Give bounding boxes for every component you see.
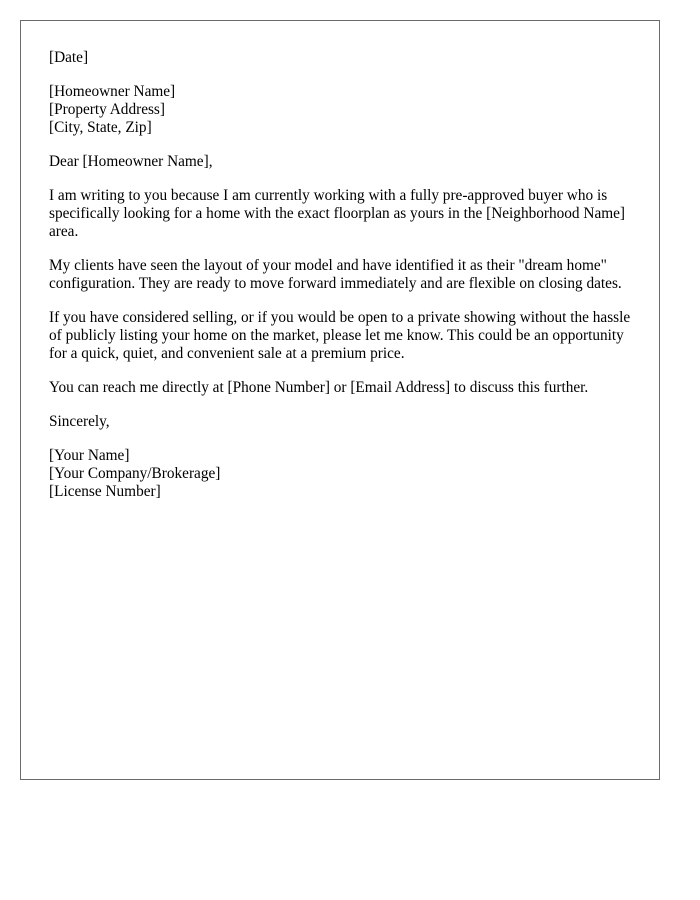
body-paragraph-1: I am writing to you because I am currently working with a fully pre-approved buyer who is specifically looking for a home with the exact floorplan as yours in the [Neighborhood Name] area. — [49, 187, 626, 240]
letter-date — [49, 49, 631, 67]
signature-name: [Your Name] — [49, 447, 130, 464]
salutation: Dear [Homeowner Name], — [49, 153, 213, 170]
closing: Sincerely, — [49, 413, 110, 430]
signature-license: [License Number] — [49, 483, 161, 500]
body-paragraph-2: My clients have seen the layout of your model and have identified it as their "dream home" configuration. They are ready to move forward immediately and are flexible on closing dates. — [49, 257, 622, 292]
recipient-address-block — [49, 83, 631, 137]
body-paragraph-3: If you have considered selling, or if you would be open to a private showing without the hassle of publicly listing your home on the market, please let me know. This could be an opportunity for a quick, quiet, and convenient sale at a premium price. — [49, 309, 631, 362]
signature-block — [49, 447, 631, 501]
date-text: [Date] — [49, 49, 89, 66]
letter-page — [20, 20, 660, 780]
body-paragraph-4: You can reach me directly at [Phone Number] or [Email Address] to discuss this further. — [49, 379, 589, 396]
recipient-address: [Property Address] — [49, 101, 165, 118]
recipient-city-state-zip: [City, State, Zip] — [49, 119, 152, 136]
signature-company: [Your Company/Brokerage] — [49, 465, 221, 482]
recipient-name: [Homeowner Name] — [49, 83, 176, 100]
